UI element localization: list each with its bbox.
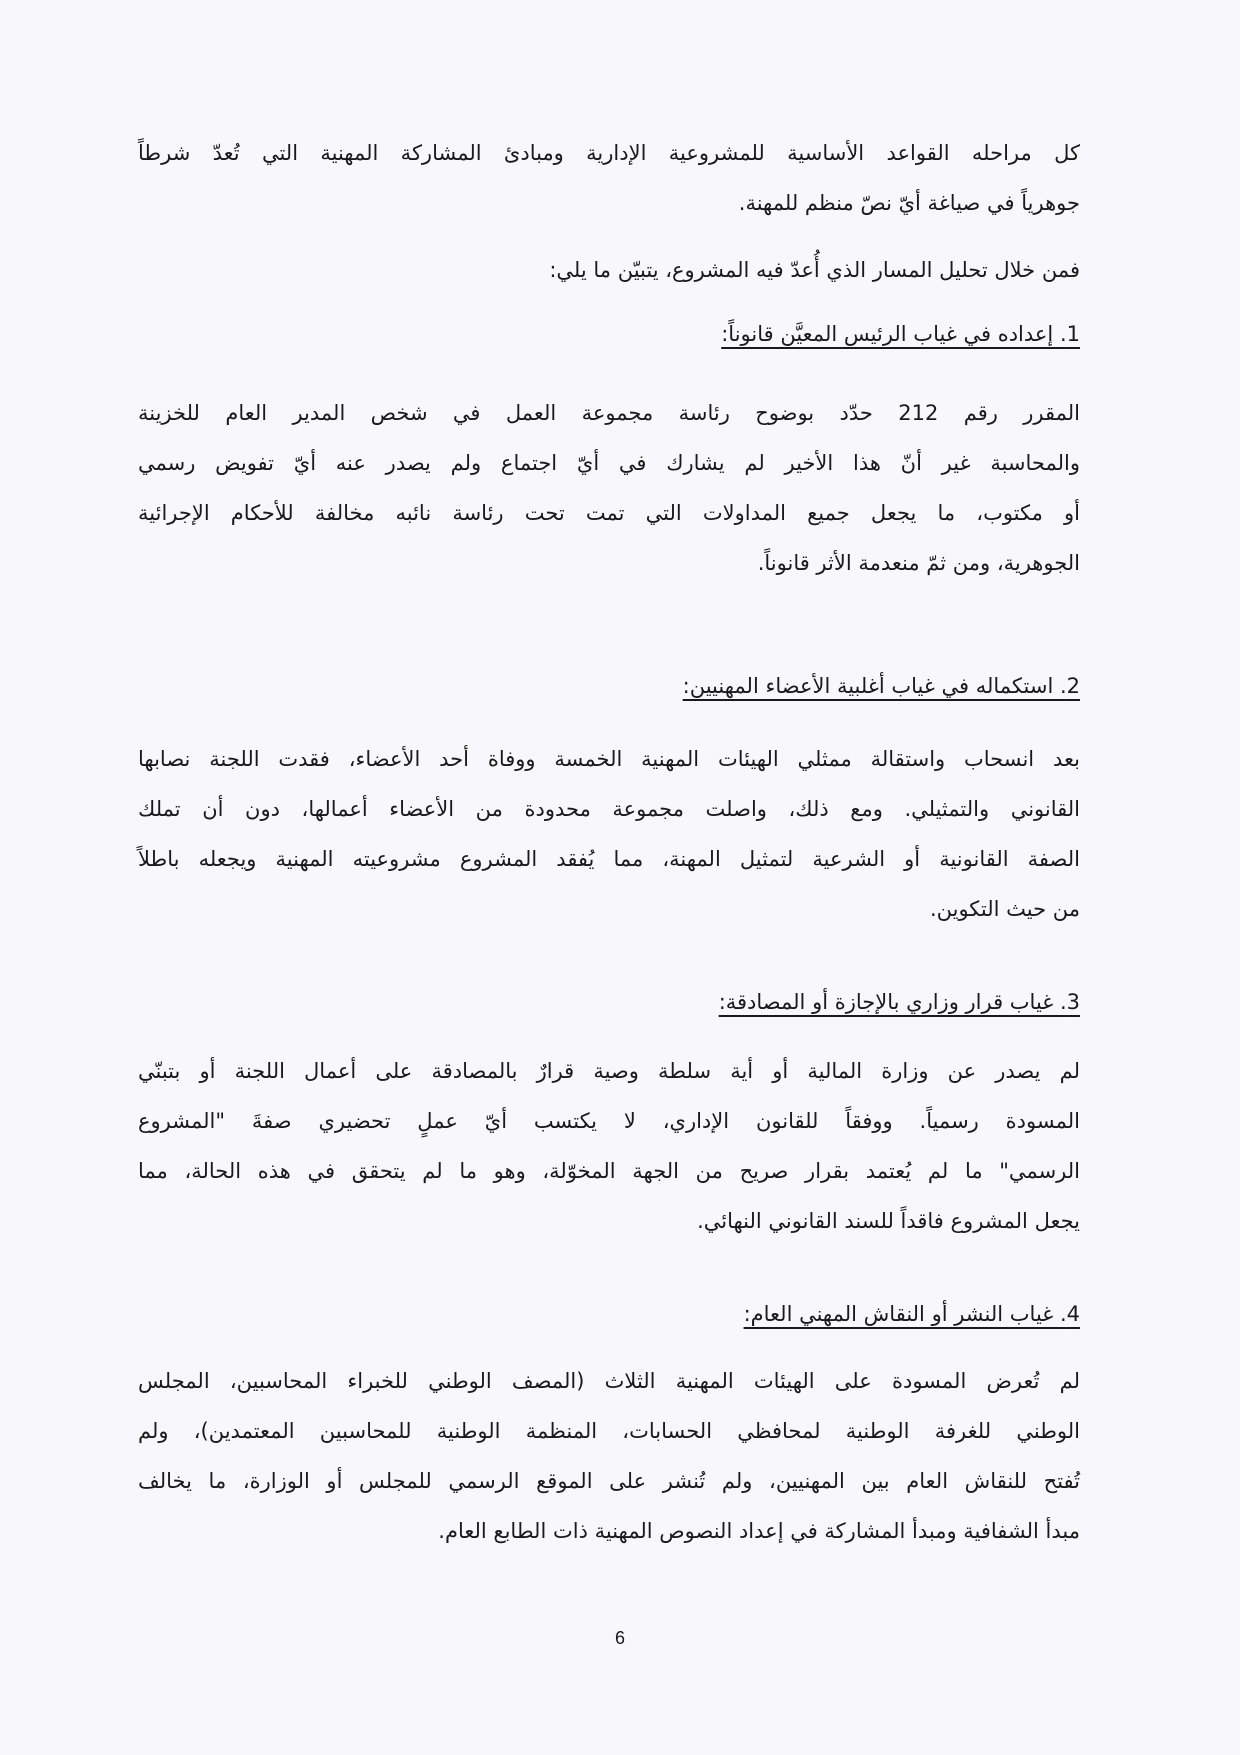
section-body-3	[138, 1046, 1080, 1246]
paragraph-line: الوطني للغرفة الوطنية لمحافظي الحسابات، المنظمة الوطنية للمحاسبين المعتمدين)، ولم	[138, 1419, 1080, 1443]
paragraph-line: جوهرياً في صياغة أيّ نصّ منظم للمهنة.	[738, 191, 1080, 215]
section-heading-4: 4. غياب النشر أو النقاش المهني العام:	[743, 1302, 1080, 1326]
paragraph-line: أو مكتوب، ما يجعل جميع المداولات التي تمت تحت رئاسة نائبه مخالفة للأحكام الإجرائية	[138, 501, 1080, 525]
paragraph-line: مبدأ الشفافية ومبدأ المشاركة في إعداد النصوص المهنية ذات الطابع العام.	[438, 1519, 1080, 1543]
paragraph-line: لم يصدر عن وزارة المالية أو أية سلطة وصية قرارٌ بالمصادقة على أعمال اللجنة أو بتبنّي	[138, 1059, 1080, 1083]
page-number: 6	[614, 1628, 625, 1648]
paragraph-line: الرسمي" ما لم يُعتمد بقرار صريح من الجهة المخوّلة، وهو ما لم يتحقق في هذه الحالة، مما	[138, 1159, 1080, 1183]
section-heading-2: 2. استكماله في غياب أغلبية الأعضاء المهنيين:	[682, 674, 1080, 698]
intro-sentence: فمن خلال تحليل المسار الذي أُعدّ فيه المشروع، يتبيّن ما يلي:	[549, 258, 1080, 282]
section-heading-1: 1. إعداده في غياب الرئيس المعيَّن قانوناً:	[721, 322, 1080, 346]
opening-paragraph	[138, 128, 1080, 228]
paragraph-line: كل مراحله القواعد الأساسية للمشروعية الإدارية ومبادئ المشاركة المهنية التي تُعدّ شرطاً	[138, 141, 1080, 165]
paragraph-line: المقرر رقم 212 حدّد بوضوح رئاسة مجموعة العمل في شخص المدير العام للخزينة	[138, 401, 1080, 425]
paragraph-line: تُفتح للنقاش العام بين المهنيين، ولم تُنشر على الموقع الرسمي للمجلس أو الوزارة، ما يخالف	[138, 1469, 1080, 1493]
section-body-1	[138, 388, 1080, 588]
paragraph-line: الصفة القانونية أو الشرعية لتمثيل المهنة، مما يُفقد المشروع مشروعيته المهنية ويجعله باطلاً	[138, 847, 1080, 871]
paragraph-line: بعد انسحاب واستقالة ممثلي الهيئات المهنية الخمسة ووفاة أحد الأعضاء، فقدت اللجنة نصابها	[138, 747, 1080, 771]
paragraph-line: والمحاسبة غير أنّ هذا الأخير لم يشارك في أيّ اجتماع ولم يصدر عنه أيّ تفويض رسمي	[138, 451, 1080, 475]
section-body-2	[138, 734, 1080, 934]
paragraph-line: المسودة رسمياً. ووفقاً للقانون الإداري، لا يكتسب أيّ عملٍ تحضيري صفةَ "المشروع	[138, 1109, 1080, 1133]
paragraph-line: يجعل المشروع فاقداً للسند القانوني النهائي.	[697, 1209, 1080, 1233]
section-body-4	[138, 1356, 1080, 1556]
paragraph-line: الجوهرية، ومن ثمّ منعدمة الأثر قانوناً.	[757, 551, 1080, 575]
paragraph-line: القانوني والتمثيلي. ومع ذلك، واصلت مجموعة محدودة من الأعضاء أعمالها، دون أن تملك	[138, 797, 1080, 821]
section-heading-3: 3. غياب قرار وزاري بالإجازة أو المصادقة:	[718, 990, 1080, 1014]
paragraph-line: من حيث التكوين.	[929, 897, 1080, 921]
paragraph-line: لم تُعرض المسودة على الهيئات المهنية الثلاث (المصف الوطني للخبراء المحاسبين، المجلس	[138, 1369, 1080, 1393]
